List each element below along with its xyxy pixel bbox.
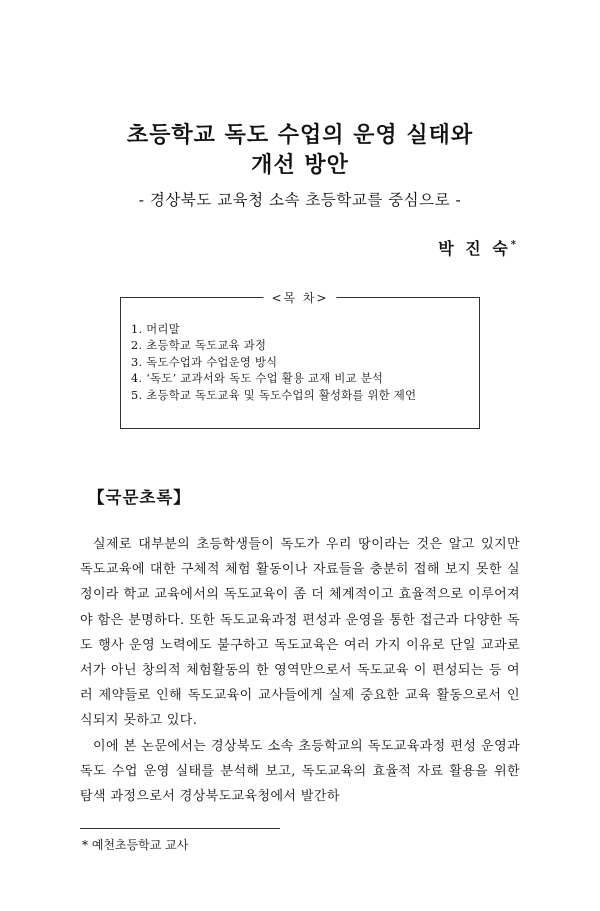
toc-item: 1. 머리말 [131,323,180,336]
author-footnote-mark: * [510,239,516,251]
toc-list [131,322,473,404]
toc-item: 2. 초등학교 독도교육 과정 [131,339,267,353]
paper-title-line1: 초등학교 독도 수업의 운영 실태와 [126,122,474,148]
paper-title-line2: 개선 방안 [251,152,349,178]
toc-heading: <목 차> [263,289,336,306]
abstract-body [80,532,520,809]
author-name [438,236,516,259]
toc-item: 3. 독도수업과 수업운영 방식 [131,355,278,369]
toc-item: 4. ‘독도’ 교과서와 독도 수업 활용 교재 비교 분석 [131,372,384,386]
abstract-heading: 【국문초록】 [88,488,191,507]
abstract-paragraph: 실제로 대부분의 초등학생들이 독도가 우리 땅이라는 것은 알고 있지만 독도교육에 대한 구체적 체험 활동이나 자료들을 충분히 접해 보지 못한 실정이라 학교 교육에서의 독도교육이 좀 더 체계적이고 효율적으로 이루어져야 함은 분명하다. 또한 독도교육과정 편성과 운영을 통한 접근과 다양한 독도 행사 운영 노력에도 불구하고 독도교육은 여러 가지 이유로 단일 교과로서가 아닌 창의적 체험활동의 한 영역만으로서 독도교육 이 편성되는 등 여러 제약들로 인해 독도교육이 교사들에게 실제 중요한 교육 활동으로서 인식되지 못하고 있다. [80,537,520,729]
table-of-contents [120,291,480,429]
paper-subtitle: - 경상북도 교육청 소속 초등학교를 중심으로 - [138,191,462,209]
abstract-paragraph: 이에 본 논문에서는 경상북도 소속 초등학교의 독도교육과정 편성 운영과 독도 수업 운영 실태를 분석해 보고, 독도교육의 효율적 자료 활용을 위한 탐색 과정으로서 경상북도교육청에서 발간하 [80,738,520,805]
toc-item: 5. 초등학교 독도교육 및 독도수업의 활성화를 위한 제언 [131,388,417,402]
footnote: * 예천초등학교 교사 [82,838,189,852]
footnote-divider [80,828,280,829]
author-name-text: 박 진 숙 [438,239,511,258]
